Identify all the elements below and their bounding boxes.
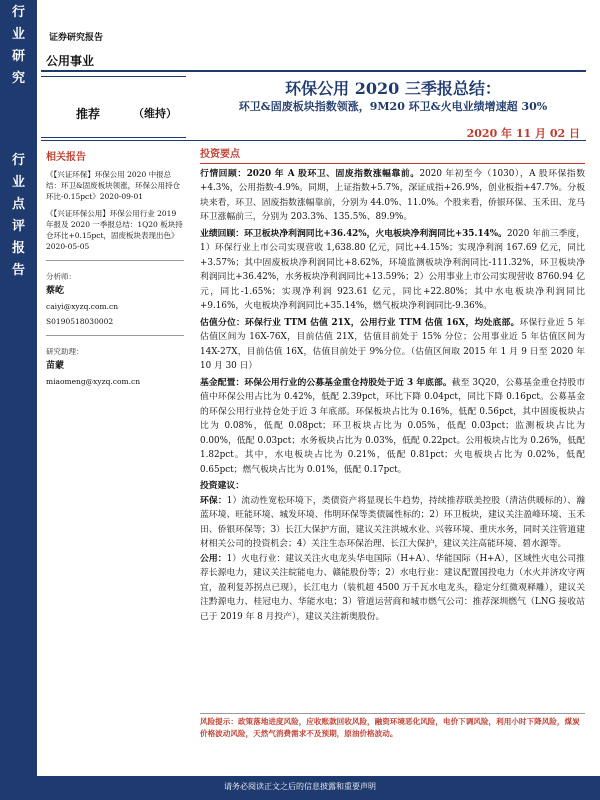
sidebar-top-char: 究: [11, 71, 25, 86]
advice-env-body: 1）流动性宽松环境下，类债资产将显现长牛趋势，持续推荐联美控股（清洁供暖标的）、瀚蓝环境、旺能环境、城发环境、伟明环保等类债属性标的；2）环卫板块，建议关注盈峰环境、玉禾田、侨银环保等；3）长江大保护方面，建议关注洪城水业、兴蓉环境、重庆水务，同时关注管道建材相关公司的投资机会；4）关注生态环保治理、长江大保护，建议关注高能环境、碧水源等。: [200, 495, 585, 549]
rating-maintain: （维持）: [133, 107, 177, 120]
summary-column: [200, 148, 585, 624]
sidebar-mid-char: 告: [11, 263, 25, 278]
sidebar: [0, 0, 37, 800]
sidebar-top-char: 行: [11, 5, 25, 20]
header-divider: [41, 70, 586, 72]
sidebar-mid-char: 业: [11, 175, 25, 190]
sidebar-top-label: [0, 2, 37, 90]
advice-env-label: 环保：: [200, 495, 227, 506]
investment-advice-title: 投资建议：: [200, 481, 244, 491]
market-review-body: 2020 年初至今（1030），A 股环保指数+4.3%，公用指数-4.9%。同期，上证指数+5.7%，深证成指+26.9%，创业板指+47.7%。分板块来看，环卫、固废指数涨幅靠前，分别为 44.0%、11.0%。个股来看，侨银环保、玉禾田、龙马环卫涨幅前三，分别为 203.3%、135.5%、89.9%。: [200, 168, 586, 222]
sidebar-top-char: 研: [11, 49, 25, 64]
divider: [46, 260, 184, 261]
page-title: 环保公用 2020 三季报总结：: [285, 79, 501, 98]
risk-warning: 风险提示：政策落地进度风险，应收账款回收风险，融资环境恶化风险，电价下调风险，利用小时下降风险，煤炭价格波动风险，天然气消费需求不及预期，原油价格波动。: [200, 713, 585, 740]
sidebar-top-char: 业: [11, 27, 25, 42]
assistant-name: 苗蒙: [46, 361, 65, 371]
analyst-name: 蔡屹: [46, 286, 65, 296]
advice-utilities: [200, 552, 585, 625]
rating: 推荐: [76, 107, 101, 121]
sidebar-report-type: [0, 150, 37, 282]
related-report-item[interactable]: 《【兴证环保公用】环保公用行业 2019 年报及 2020 一季报总结：1Q20 板块持仓环比+0.15pct，固废板块表现出色》2020-05-05: [46, 209, 183, 251]
sidebar-mid-char: 点: [11, 197, 25, 212]
sector-name: 公用事业: [46, 54, 95, 68]
earnings-review-lead: 业绩回顾：环卫板块净利润同比+36.42%，火电板块净利润同比+35.14%。: [200, 228, 507, 239]
report-label: 证券研究报告: [49, 33, 104, 43]
sidebar-mid-char: 评: [11, 219, 25, 234]
valuation-lead: 估值分位：环保行业 TTM 估值 21X，公用行业 TTM 估值 16X，均处底部。: [200, 317, 520, 328]
market-review-lead: 行情回顾：2020 年 A 股环卫、固废指数涨幅靠前。: [200, 168, 420, 179]
footer-disclaimer: 请务必阅读正文之后的信息披露和重要声明: [224, 782, 376, 791]
fund-allocation-lead: 基金配置：环保公用行业的公募基金重仓持股处于近 3 年底部。: [200, 377, 452, 388]
fund-allocation-body: 截至 3Q20，公募基金重仓持股市值中环保公用占比为 0.42%，低配 2.39pct，环比下降 0.04pct，同比下降 0.16pct。公募基金的环保公用行业持仓处于近 3 年底部。环保板块占比为 0.16%，低配 0.56pct，其中固废板块占比为 0.08%，低配 0.08pct；环卫板块占比为 0.05%，低配 0.03pct；监测板块占比为 0.00%，低配 0.03pct；水务板块占比为 0.03%，低配 0.22pct。公用板块占比为 0.26%，低配 1.82pct。其中，水电板块占比为 0.21%，低配 0.81pct；火电板块占比为 0.02%，低配 0.65pct；燃气板块占比为 0.01%，低配 0.17pct。: [200, 377, 585, 475]
analyst-email[interactable]: caiyi@xyzq.com.cn: [46, 302, 119, 311]
summary-valuation: [200, 316, 585, 374]
analyst-role: 分析师：: [46, 272, 76, 281]
sidebar-mid-char: 报: [11, 241, 25, 256]
sidebar-mid-char: 行: [11, 153, 25, 168]
left-column: [46, 148, 184, 387]
summary-market-review: [200, 167, 585, 225]
divider: [46, 335, 184, 336]
related-report-item[interactable]: 《【兴证环保】环保公用 2020 中报总结：环卫&固废板块领涨，环保公用持仓环比-0.15pct》2020-09-01: [46, 170, 181, 201]
page-subtitle: 环卫&固废板块指数领涨，9M20 环卫&火电业绩增速超 30%: [238, 100, 548, 113]
advice-util-label: 公用：: [200, 553, 227, 564]
report-date: 2020 年 11 月 02 日: [466, 127, 580, 140]
related-reports-title: 相关报告: [46, 152, 86, 163]
summary-title: 投资要点: [200, 148, 585, 164]
summary-fund-allocation: [200, 376, 585, 478]
assistant-email[interactable]: miaomeng@xyzq.com.cn: [46, 377, 141, 386]
valuation-body: 环保行业近 5 年估值区间为 16X-76X，目前估值 21X，估值目前处于 15% 分位；公用事业近 5 年估值区间为 14X-27X，目前估值 16X，估值目前处于 9%分位。（估值区间取 2015 年 1 月 9 日至 2020 年 10 月 30 日）: [200, 317, 585, 371]
earnings-review-body: 2020 年前三季度，1）环保行业上市公司实现营收 1,638.80 亿元，同比+4.15%；实现净利润 167.69 亿元，同比+3.57%；其中固废板块净利润同比+8.62%，环境监测板块净利润同比-111.32%，环卫板块净利润同比+36.42%，水务板块净利润同比+13.59%；2）公用事业上市公司实现营收 8760.94 亿元，同比-1.65%；实现净利润 923.61 亿元，同比+22.80%；其中水电板块净利润同比+9.16%，火电板块净利润同比+35.14%，燃气板块净利润同比-9.36%。: [200, 228, 586, 311]
title-divider: [41, 140, 586, 141]
summary-earnings-review: [200, 227, 585, 314]
assistant-role: 研究助理：: [46, 347, 84, 356]
advice-util-body: 1）火电行业：建议关注火电龙头华电国际（H+A）、华能国际（H+A），区域性火电公司推荐长源电力，建议关注皖能电力、赣能股份等；2）水电行业：建议配置国投电力（水火并济攻守两宜，盈利复苏拐点已现），长江电力（装机超 4500 万千瓦水电龙头，稳定分红微观释雕），建议关注黔源电力、桂冠电力、华能水电；3）管道运营商和城市燃气公司：推荐深圳燃气（LNG 接收站已于 2019 年 8 月投产），建议关注新奥股份。: [200, 553, 585, 622]
advice-environment: [200, 494, 585, 552]
analyst-cert-id: S0190518030002: [46, 317, 114, 326]
